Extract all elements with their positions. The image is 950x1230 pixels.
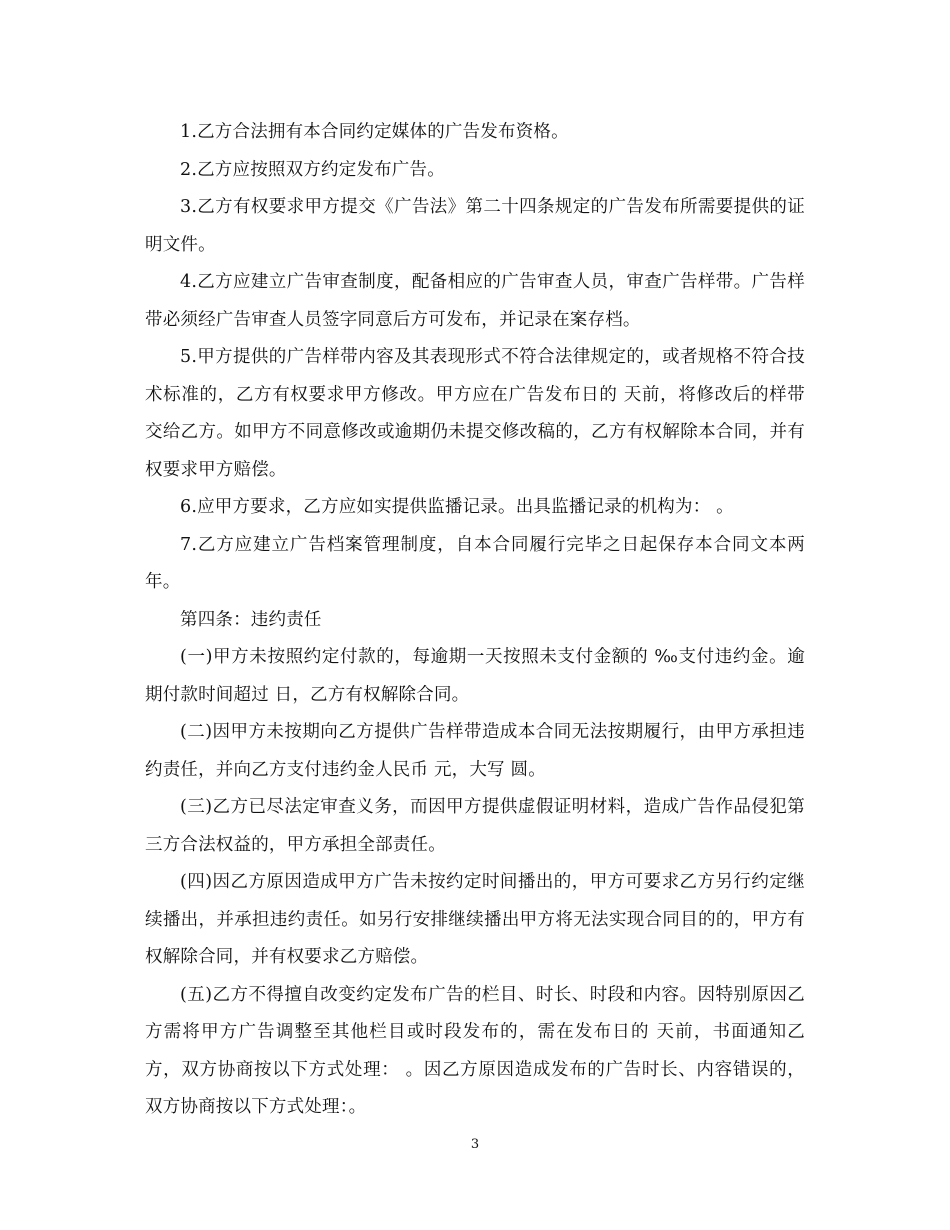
clause-paragraph: (四)因乙方原因造成甲方广告未按约定时间播出的，甲方可要求乙方另行约定继续播出，并承担违约责任。如另行安排继续播出甲方将无法实现合同目的的，甲方有权解除合同，并有权要求乙方赔偿。 <box>145 872 805 967</box>
clause-paragraph: (三)乙方已尽法定审查义务，而因甲方提供虚假证明材料，造成广告作品侵犯第三方合法权益的，甲方承担全部责任。 <box>145 797 805 855</box>
clause-paragraph: 6.应甲方要求，乙方应如实提供监播记录。出具监播记录的机构为： 。 <box>180 497 734 517</box>
clause-paragraph: 4.乙方应建立广告审查制度，配备相应的广告审查人员，审查广告样带。广告样带必须经广告审查人员签字同意后方可发布，并记录在案存档。 <box>145 272 805 330</box>
clause-paragraph: 2.乙方应按照双方约定发布广告。 <box>180 159 445 180</box>
document-body <box>145 114 805 1127</box>
clause-paragraph: 3.乙方有权要求甲方提交《广告法》第二十四条规定的广告发布所需要提供的证明文件。 <box>145 197 805 255</box>
clause-paragraph: 5.甲方提供的广告样带内容及其表现形式不符合法律规定的，或者规格不符合技术标准的，乙方有权要求甲方修改。甲方应在广告发布日的 天前，将修改后的样带交给乙方。如甲方不同意修改或逾期仍未提交修改稿的，乙方有权解除本合同，并有权要求甲方赔偿。 <box>145 347 805 480</box>
clause-paragraph: (一)甲方未按照约定付款的，每逾期一天按照未支付金额的 ‰支付违约金。逾期付款时间超过 日，乙方有权解除合同。 <box>145 647 805 705</box>
clause-paragraph: (二)因甲方未按期向乙方提供广告样带造成本合同无法按期履行，由甲方承担违约责任，并向乙方支付违约金人民币 元，大写 圆。 <box>145 722 805 780</box>
clause-paragraph: 1.乙方合法拥有本合同约定媒体的广告发布资格。 <box>180 122 569 142</box>
clause-paragraph: 7.乙方应建立广告档案管理制度，自本合同履行完毕之日起保存本合同文本两年。 <box>145 534 805 592</box>
clause-paragraph: (五)乙方不得擅自改变约定发布广告的栏目、时长、时段和内容。因特别原因乙方需将甲方广告调整至其他栏目或时段发布的，需在发布日的 天前，书面通知乙方，双方协商按以下方式处理： 。因乙方原因造成发布的广告时长、内容错误的，双方协商按以下方式处理：。 <box>145 984 805 1117</box>
section-heading: 第四条：违约责任 <box>180 609 322 630</box>
page-number: 3 <box>470 1137 480 1152</box>
